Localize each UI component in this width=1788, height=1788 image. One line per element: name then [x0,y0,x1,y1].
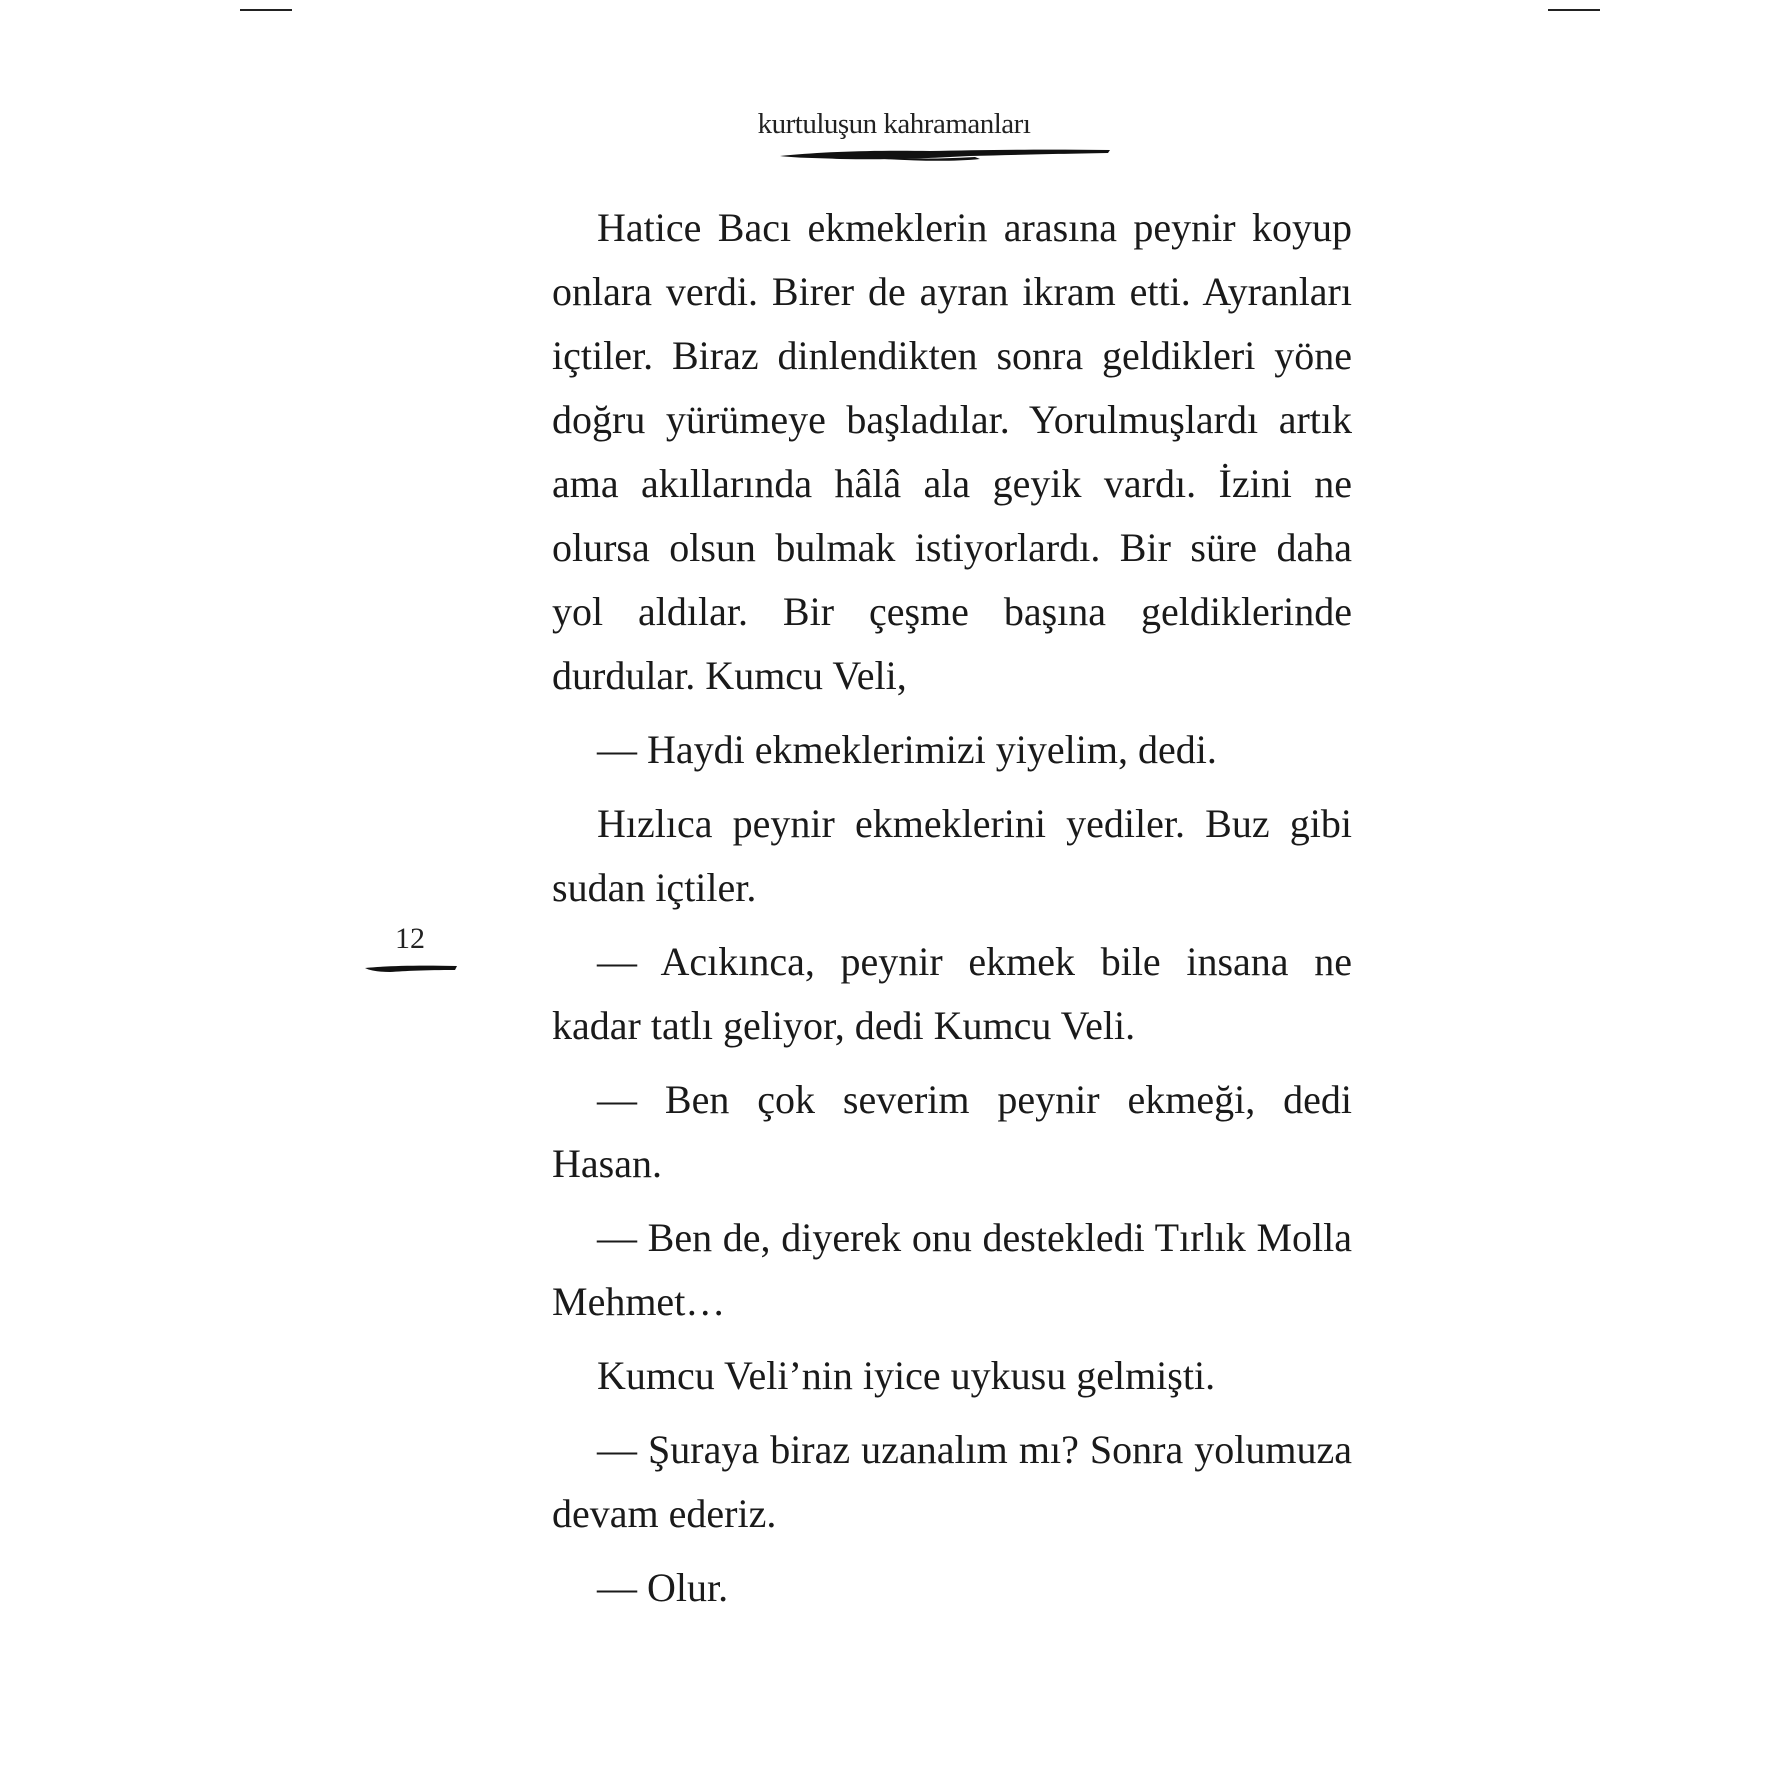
paragraph: — Ben çok severim peynir ekmeği, dedi Hasan. [552,1077,1352,1186]
crop-mark-left [240,9,292,11]
running-head-title: kurtuluşun kahramanları [757,108,1031,140]
crop-mark-right [1548,9,1600,11]
page-number: 12 [395,922,425,955]
paragraph: Kumcu Veli’nin iyice uykusu gelmişti. [597,1353,1216,1398]
paragraph: Hatice Bacı ekmeklerin arasına peynir koyup onlara verdi. Birer de ayran ikram etti. Ayranları içtiler. Biraz dinlendikten sonra geldikleri yöne doğru yürümeye başladılar. Yorulmuşlardı artık ama akıllarında hâlâ ala geyik vardı. İzini ne olursa olsun bulmak istiyorlardı. Bir süre daha yol aldılar. Bir çeşme başına geldiklerinde durdular. Kumcu Veli, [552,205,1352,698]
running-head [0,108,1788,141]
paragraph: — Ben de, diyerek onu destekledi Tırlık Molla Mehmet… [552,1215,1352,1324]
paragraph: — Şuraya biraz uzanalım mı? Sonra yolumuza devam ederiz. [552,1427,1352,1536]
paragraph: — Haydi ekmeklerimizi yiyelim, dedi. [597,727,1217,772]
header-brush-ornament [780,146,1110,164]
body-text [552,196,1352,1630]
paragraph: — Acıkınca, peynir ekmek bile insana ne kadar tatlı geliyor, dedi Kumcu Veli. [552,939,1352,1048]
paragraph: Hızlıca peynir ekmeklerini yediler. Buz gibi sudan içtiler. [552,801,1352,910]
page-number-brush-ornament [365,961,457,975]
page-number-box [360,922,460,956]
paragraph: — Olur. [597,1565,729,1610]
